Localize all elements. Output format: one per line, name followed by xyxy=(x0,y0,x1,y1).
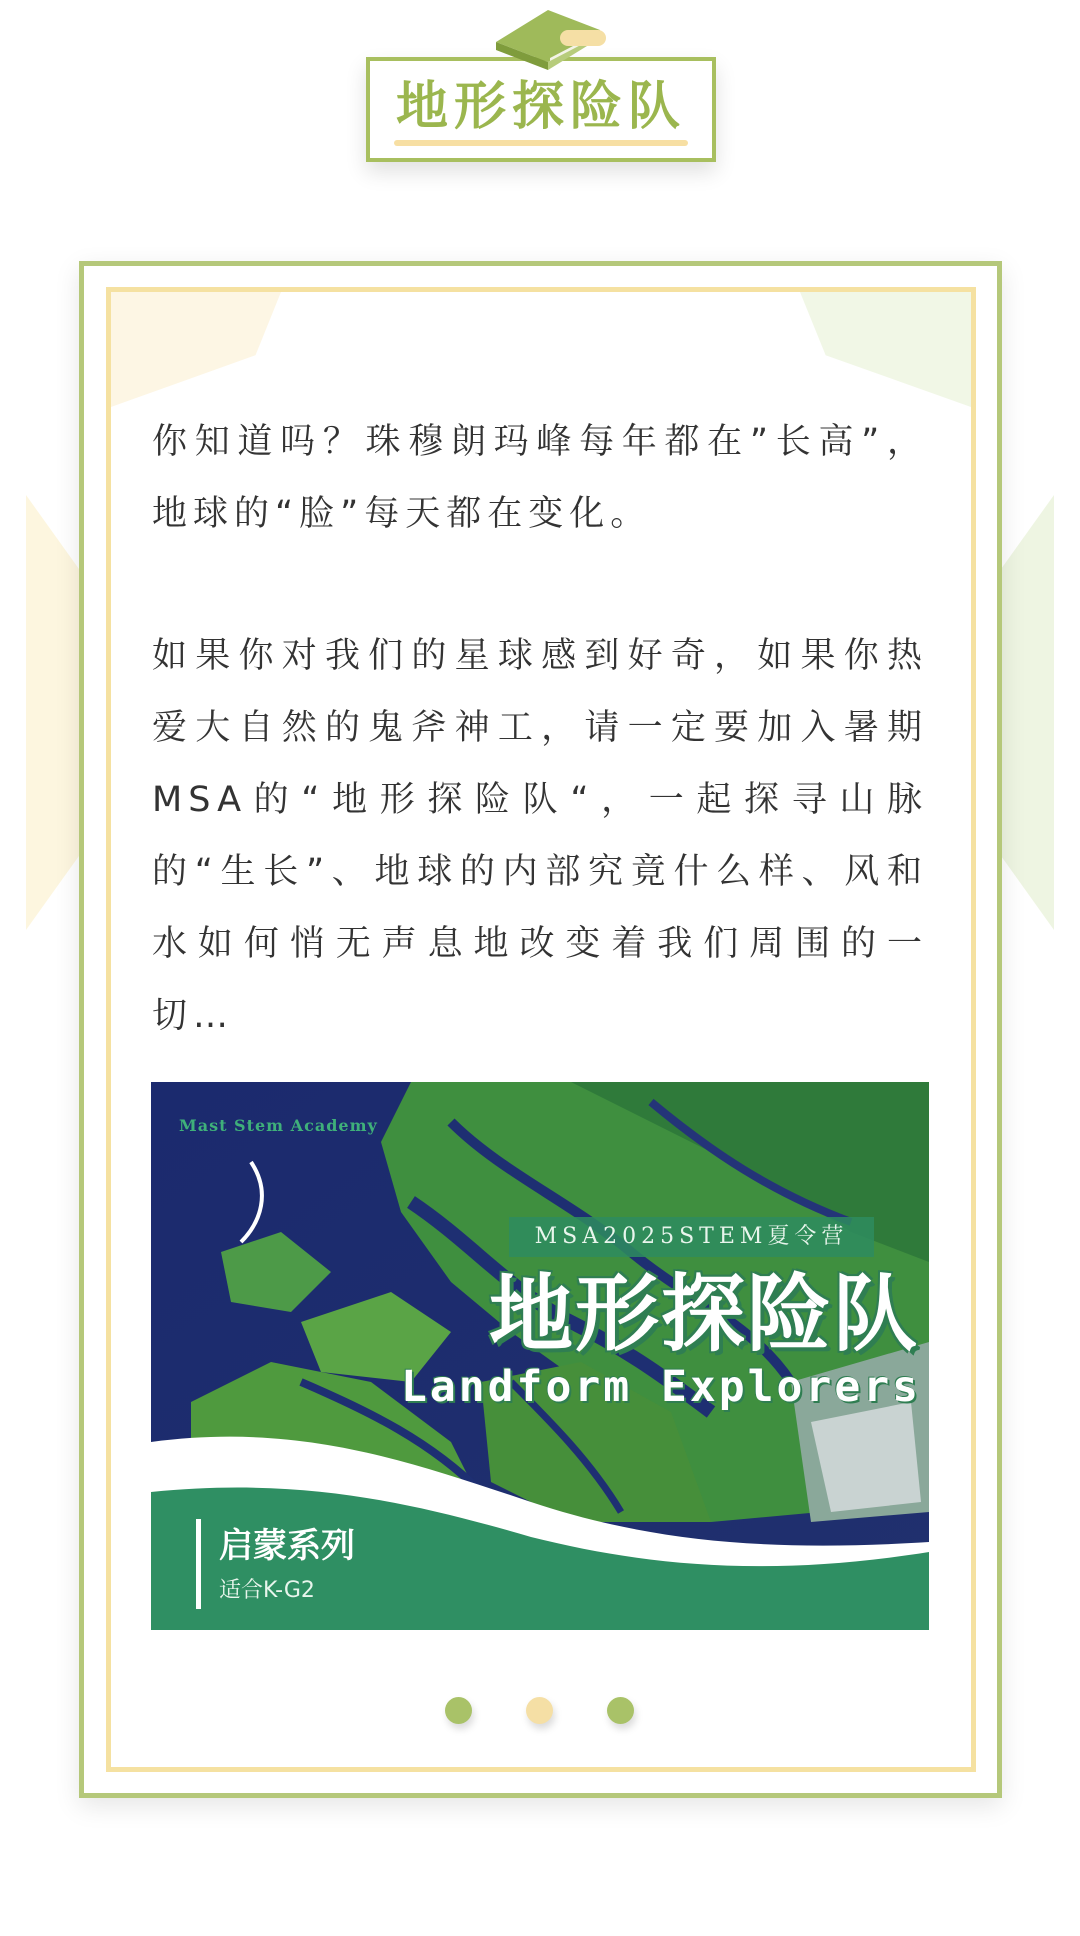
book-icon xyxy=(488,0,618,80)
page-title: 地形探险队 xyxy=(395,77,686,137)
academy-logo-text: Mast Stem Academy xyxy=(179,1116,378,1135)
series-label: 启蒙系列 xyxy=(219,1526,355,1566)
side-decoration-right xyxy=(998,495,1054,930)
side-decoration-left xyxy=(26,495,82,930)
grade-label: 适合K-G2 xyxy=(219,1578,315,1603)
banner-title: 地形探险队 xyxy=(489,1265,920,1363)
title-underline xyxy=(394,140,688,146)
course-banner[interactable] xyxy=(151,1082,929,1630)
series-accent-bar xyxy=(196,1519,201,1609)
intro-paragraph-2: 如果你对我们的星球感到好奇，如果你热爱大自然的鬼斧神工，请一定要加入暑期MSA的“地形探险队“，一起探寻山脉的“生长”、地球的内部究竟什么样、风和水如何悄无声息地改变着我们周围的一切… xyxy=(152,636,928,1036)
pagination-dot-3[interactable] xyxy=(607,1697,634,1724)
intro-paragraph-1: 你知道吗？珠穆朗玛峰每年都在”长高”，地球的“脸”每天都在变化。 xyxy=(152,422,928,534)
pagination-dot-1[interactable] xyxy=(445,1697,472,1724)
banner-subtitle: Landform Explorers xyxy=(401,1362,921,1412)
camp-label: MSA2025STEM夏令营 xyxy=(509,1217,874,1257)
pagination-dot-2-active[interactable] xyxy=(526,1697,553,1724)
